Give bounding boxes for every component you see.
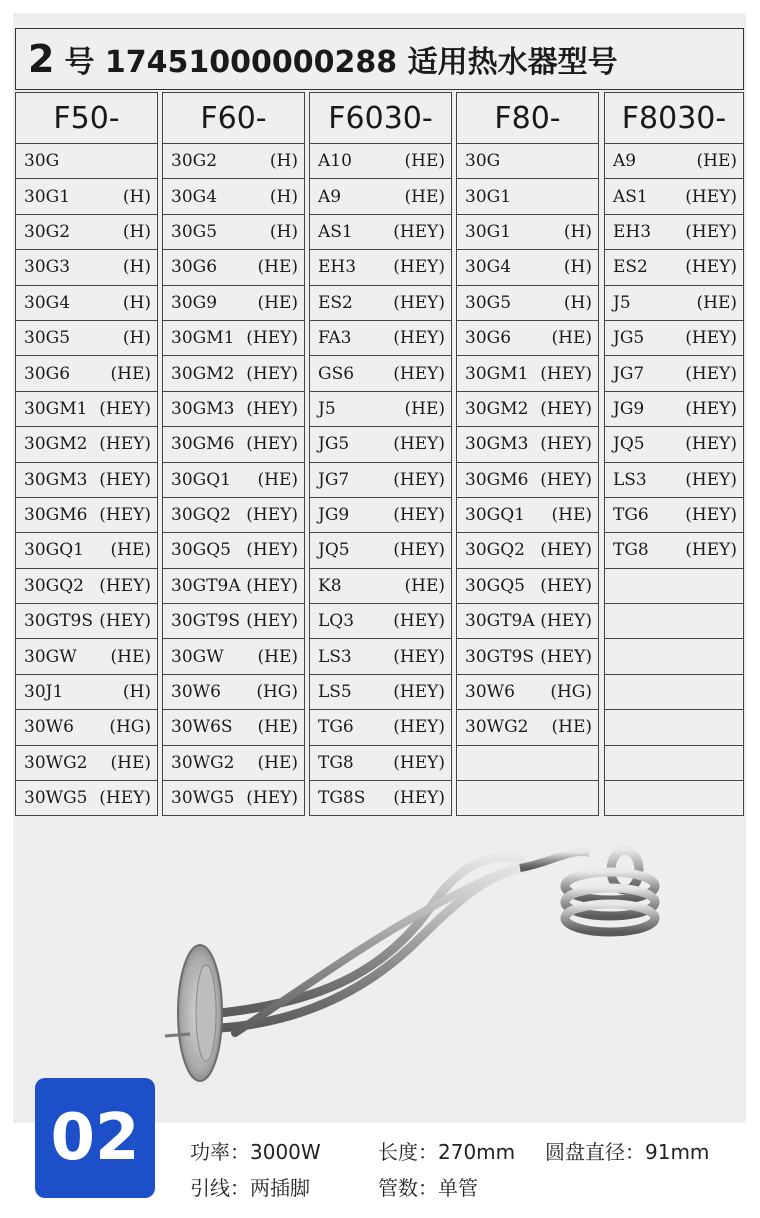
model-variant: (HE): [257, 717, 298, 738]
table-row: [605, 392, 743, 427]
model-variant: (HE): [404, 575, 445, 596]
model-variant: (HEY): [685, 469, 737, 490]
model-variant: (HEY): [685, 505, 737, 526]
table-row: [457, 321, 598, 356]
table-row: [605, 463, 743, 498]
model-variant: (HE): [696, 151, 737, 172]
model-variant: (H): [122, 186, 151, 207]
table-row: [310, 321, 451, 356]
table-row: [16, 710, 157, 745]
model-code: 30GW: [171, 646, 224, 667]
model-code: LS3: [318, 646, 352, 667]
heating-element-image: [160, 828, 660, 1098]
model-code: 30GQ2: [171, 505, 231, 526]
model-variant: (HE): [551, 717, 592, 738]
model-code: EH3: [613, 221, 652, 242]
model-code: ES2: [318, 292, 353, 313]
table-row: [457, 427, 598, 462]
table-row: [457, 781, 598, 816]
table-row: [163, 392, 304, 427]
table-row: [605, 569, 743, 604]
table-row: [457, 286, 598, 321]
model-variant: (HEY): [540, 363, 592, 384]
model-code: 30GT9A: [171, 575, 241, 596]
model-variant: (HEY): [246, 328, 298, 349]
column-header: F6030-: [309, 92, 452, 144]
model-code: J5: [613, 292, 631, 313]
model-variant: (H): [269, 151, 298, 172]
spec-power: 功率：3000W: [190, 1140, 321, 1164]
model-code: 30GT9A: [465, 611, 535, 632]
model-variant: (HEY): [99, 505, 151, 526]
model-code: A9: [318, 186, 342, 207]
model-variant: (HEY): [99, 398, 151, 419]
table-row: [163, 746, 304, 781]
model-code: JQ5: [613, 434, 645, 455]
model-code: 30WG2: [171, 752, 235, 773]
model-variant: (HE): [110, 540, 151, 561]
model-code: TG6: [318, 717, 354, 738]
model-variant: (HEY): [393, 682, 445, 703]
model-variant: (HEY): [246, 788, 298, 809]
model-variant: (HE): [257, 469, 298, 490]
table-row: [310, 639, 451, 674]
table-row: [457, 710, 598, 745]
model-variant: (HEY): [246, 540, 298, 561]
model-variant: (HEY): [685, 328, 737, 349]
model-code: 30GM1: [24, 398, 88, 419]
model-variant: (H): [122, 221, 151, 242]
model-code: 30W6: [24, 717, 74, 738]
model-variant: (HEY): [393, 752, 445, 773]
spec-disc-diameter: 圆盘直径：91mm: [545, 1140, 710, 1164]
table-row: [605, 746, 743, 781]
table-row: [457, 179, 598, 214]
table-row: [605, 781, 743, 816]
table-row: [605, 179, 743, 214]
table-row: [163, 639, 304, 674]
table-row: [163, 250, 304, 285]
table-row: [605, 286, 743, 321]
model-code: JG9: [318, 505, 350, 526]
model-code: 30GM6: [171, 434, 235, 455]
model-variant: (HEY): [99, 434, 151, 455]
model-variant: (HEY): [393, 717, 445, 738]
model-variant: (HEY): [99, 611, 151, 632]
model-variant: (HEY): [246, 505, 298, 526]
title-text: 号 17451000000288 适用热水器型号: [64, 45, 618, 80]
model-code: 30GM6: [24, 505, 88, 526]
model-code: 30W6: [171, 682, 221, 703]
model-variant: (H): [563, 257, 592, 278]
model-code: 30GQ2: [24, 575, 84, 596]
model-code: TG8S: [318, 788, 366, 809]
table-row: [16, 250, 157, 285]
model-variant: (HEY): [246, 363, 298, 384]
model-variant: (HEY): [685, 257, 737, 278]
model-variant: (H): [122, 328, 151, 349]
table-row: [16, 356, 157, 391]
model-variant: (HE): [404, 398, 445, 419]
model-variant: (HG): [109, 717, 151, 738]
model-code: TG8: [318, 752, 354, 773]
model-variant: (HE): [257, 646, 298, 667]
page-title: [15, 28, 744, 90]
model-variant: (HEY): [393, 434, 445, 455]
model-variant: (HEY): [393, 292, 445, 313]
table-row: [457, 569, 598, 604]
table-row: [310, 286, 451, 321]
model-variant: (HE): [110, 752, 151, 773]
product-number-badge: 02: [35, 1078, 155, 1198]
table-row: [16, 392, 157, 427]
model-code: 30W6: [465, 682, 515, 703]
model-code: 30WG5: [24, 788, 88, 809]
model-code: TG6: [613, 505, 649, 526]
table-row: [310, 463, 451, 498]
model-variant: (HEY): [393, 328, 445, 349]
model-variant: (HEY): [246, 611, 298, 632]
table-row: [163, 179, 304, 214]
model-code: A9: [613, 151, 637, 172]
table-row: [457, 533, 598, 568]
table-column: [15, 92, 158, 816]
table-row: [310, 179, 451, 214]
table-row: [310, 533, 451, 568]
model-variant: (HEY): [393, 540, 445, 561]
table-row: [605, 604, 743, 639]
model-code: 30G5: [171, 221, 218, 242]
title-number: 2: [28, 37, 55, 81]
table-row: [16, 321, 157, 356]
model-code: 30GQ2: [465, 540, 525, 561]
table-row: [310, 710, 451, 745]
table-row: [163, 144, 304, 179]
table-row: [457, 675, 598, 710]
table-row: [163, 710, 304, 745]
model-code: 30GT9S: [465, 646, 535, 667]
model-variant: (HE): [696, 292, 737, 313]
model-code: 30GQ1: [24, 540, 84, 561]
model-variant: (H): [122, 682, 151, 703]
model-code: 30G2: [171, 151, 218, 172]
table-row: [605, 321, 743, 356]
table-row: [16, 675, 157, 710]
model-code: 30WG2: [465, 717, 529, 738]
model-code: 30GM3: [24, 469, 88, 490]
model-variant: (HEY): [540, 611, 592, 632]
model-code: AS1: [613, 186, 648, 207]
model-variant: (HEY): [99, 575, 151, 596]
model-variant: (HE): [110, 363, 151, 384]
table-row: [605, 215, 743, 250]
table-row: [457, 639, 598, 674]
model-code: 30GQ1: [171, 469, 231, 490]
model-code: 30G5: [465, 292, 512, 313]
model-variant: (HEY): [685, 186, 737, 207]
table-row: [457, 250, 598, 285]
model-code: 30G: [465, 151, 501, 172]
model-variant: (HEY): [685, 363, 737, 384]
model-code: 30GM1: [465, 363, 529, 384]
table-row: [310, 675, 451, 710]
model-code: 30G1: [465, 221, 512, 242]
model-code: 30J1: [24, 682, 64, 703]
table-row: [163, 604, 304, 639]
table-row: [163, 463, 304, 498]
model-code: 30G6: [24, 363, 71, 384]
model-variant: (HEY): [246, 434, 298, 455]
table-row: [163, 675, 304, 710]
model-variant: (HEY): [393, 221, 445, 242]
model-variant: (HEY): [540, 398, 592, 419]
model-variant: (HEY): [685, 434, 737, 455]
model-code: 30GM2: [465, 398, 529, 419]
model-code: JG7: [318, 469, 350, 490]
table-row: [16, 533, 157, 568]
table-row: [457, 498, 598, 533]
table-row: [457, 144, 598, 179]
table-row: [605, 675, 743, 710]
model-variant: (H): [122, 257, 151, 278]
model-variant: (HEY): [685, 540, 737, 561]
table-row: [605, 250, 743, 285]
model-code: 30GQ5: [171, 540, 231, 561]
model-code: 30W6S: [171, 717, 233, 738]
table-row: [457, 215, 598, 250]
model-code: 30G4: [171, 186, 218, 207]
table-row: [310, 781, 451, 816]
table-row: [310, 356, 451, 391]
table-row: [163, 533, 304, 568]
model-code: 30GQ1: [465, 505, 525, 526]
table-row: [605, 498, 743, 533]
model-code: 30G4: [465, 257, 512, 278]
model-variant: (H): [269, 221, 298, 242]
table-row: [163, 321, 304, 356]
column-header: F60-: [162, 92, 305, 144]
model-code: 30GT9S: [171, 611, 241, 632]
model-variant: (HE): [257, 257, 298, 278]
column-header: F80-: [456, 92, 599, 144]
model-code: JQ5: [318, 540, 350, 561]
model-variant: (H): [563, 292, 592, 313]
table-row: [16, 286, 157, 321]
model-code: 30GM2: [171, 363, 235, 384]
model-table: [15, 92, 744, 820]
model-variant: (HEY): [685, 221, 737, 242]
model-variant: (HE): [551, 328, 592, 349]
model-code: 30G1: [465, 186, 512, 207]
model-code: LQ3: [318, 611, 355, 632]
model-code: 30G5: [24, 328, 71, 349]
model-variant: (HEY): [99, 469, 151, 490]
model-code: AS1: [318, 221, 353, 242]
model-code: 30GM3: [171, 398, 235, 419]
table-row: [605, 356, 743, 391]
table-row: [457, 356, 598, 391]
model-variant: (HE): [404, 151, 445, 172]
model-code: JG7: [613, 363, 645, 384]
table-row: [457, 463, 598, 498]
column-header: F50-: [15, 92, 158, 144]
spec-tube-count: 管数：单管: [378, 1176, 478, 1200]
table-column: [162, 92, 305, 816]
model-code: JG9: [613, 398, 645, 419]
model-variant: (HEY): [540, 646, 592, 667]
model-variant: (HG): [256, 682, 298, 703]
model-variant: (HE): [257, 292, 298, 313]
model-code: JG5: [613, 328, 645, 349]
model-code: 30GW: [24, 646, 77, 667]
table-row: [16, 179, 157, 214]
model-code: A10: [318, 151, 352, 172]
model-code: 30GM1: [171, 328, 235, 349]
model-code: 30G3: [24, 257, 71, 278]
model-code: JG5: [318, 434, 350, 455]
table-row: [457, 746, 598, 781]
model-code: TG8: [613, 540, 649, 561]
table-row: [605, 144, 743, 179]
model-code: FA3: [318, 328, 352, 349]
table-row: [310, 392, 451, 427]
model-variant: (H): [563, 221, 592, 242]
model-variant: (HEY): [393, 363, 445, 384]
table-row: [310, 250, 451, 285]
model-code: 30G4: [24, 292, 71, 313]
model-code: 30WG2: [24, 752, 88, 773]
model-variant: (HE): [551, 505, 592, 526]
model-variant: (HEY): [99, 788, 151, 809]
model-code: 30WG5: [171, 788, 235, 809]
table-row: [457, 392, 598, 427]
table-row: [605, 639, 743, 674]
model-code: 30GT9S: [24, 611, 94, 632]
table-row: [16, 639, 157, 674]
model-variant: (H): [269, 186, 298, 207]
model-code: 30GQ5: [465, 575, 525, 596]
model-code: LS5: [318, 682, 352, 703]
model-code: 30GM3: [465, 434, 529, 455]
table-row: [163, 781, 304, 816]
table-row: [16, 569, 157, 604]
model-variant: (HEY): [540, 540, 592, 561]
table-row: [163, 498, 304, 533]
table-row: [16, 144, 157, 179]
table-row: [310, 569, 451, 604]
model-variant: (HE): [404, 186, 445, 207]
model-variant: (HEY): [393, 469, 445, 490]
column-header: F8030-: [604, 92, 744, 144]
model-variant: (HEY): [540, 434, 592, 455]
model-variant: (HEY): [540, 469, 592, 490]
model-variant: (HEY): [246, 575, 298, 596]
model-variant: (HEY): [393, 788, 445, 809]
model-variant: (HEY): [246, 398, 298, 419]
model-code: 30G2: [24, 221, 71, 242]
model-variant: (HEY): [393, 257, 445, 278]
model-code: ES2: [613, 257, 648, 278]
table-column: [309, 92, 452, 816]
table-row: [16, 427, 157, 462]
table-column: [604, 92, 744, 816]
model-variant: (HEY): [393, 611, 445, 632]
table-row: [163, 286, 304, 321]
table-row: [310, 604, 451, 639]
spec-length: 长度：270mm: [378, 1140, 516, 1164]
table-row: [605, 427, 743, 462]
table-row: [16, 215, 157, 250]
table-row: [16, 781, 157, 816]
table-row: [16, 498, 157, 533]
model-variant: (H): [122, 292, 151, 313]
table-row: [457, 604, 598, 639]
model-variant: (HE): [257, 752, 298, 773]
table-row: [16, 463, 157, 498]
table-row: [163, 215, 304, 250]
model-code: J5: [318, 398, 336, 419]
table-row: [605, 710, 743, 745]
table-row: [163, 569, 304, 604]
model-variant: (HG): [550, 682, 592, 703]
table-row: [310, 144, 451, 179]
model-code: 30G6: [171, 257, 218, 278]
table-row: [16, 604, 157, 639]
table-row: [163, 356, 304, 391]
table-row: [16, 746, 157, 781]
model-code: LS3: [613, 469, 647, 490]
model-variant: (HEY): [393, 646, 445, 667]
table-column: [456, 92, 599, 816]
model-code: GS6: [318, 363, 355, 384]
model-code: EH3: [318, 257, 357, 278]
model-code: 30G6: [465, 328, 512, 349]
spec-lead: 引线：两插脚: [190, 1176, 310, 1200]
table-row: [310, 498, 451, 533]
table-row: [605, 533, 743, 568]
model-code: K8: [318, 575, 342, 596]
model-code: 30G1: [24, 186, 71, 207]
model-variant: (HEY): [685, 398, 737, 419]
model-variant: (HE): [110, 646, 151, 667]
table-row: [310, 427, 451, 462]
model-code: 30G9: [171, 292, 218, 313]
table-row: [310, 746, 451, 781]
table-row: [310, 215, 451, 250]
model-code: 30G: [24, 151, 60, 172]
model-code: 30GM2: [24, 434, 88, 455]
model-code: 30GM6: [465, 469, 529, 490]
model-variant: (HEY): [393, 505, 445, 526]
model-variant: (HEY): [540, 575, 592, 596]
table-row: [163, 427, 304, 462]
